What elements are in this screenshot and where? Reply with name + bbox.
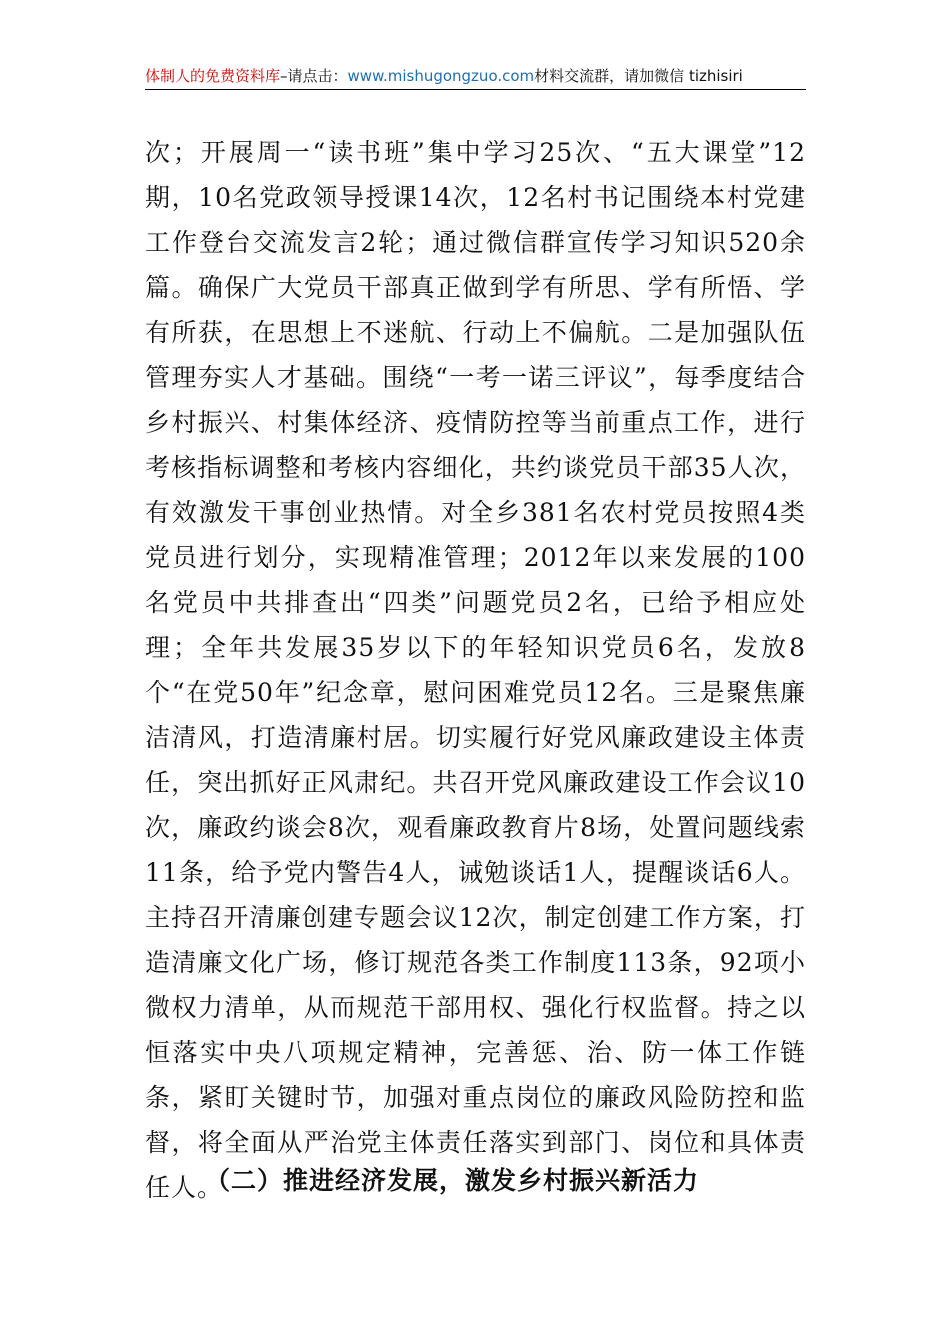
site-url-link[interactable]: www.mishugongzuo.com <box>347 67 535 85</box>
body-paragraph: 次；开展周一“读书班”集中学习25次、“五大课堂”12期，10名党政领导授课14次，12名村书记围绕本村党建工作登台交流发言2轮；通过微信群宣传学习知识520余篇。确保广大党员干部真正做到学有所思、学有所悟、学有所获，在思想上不迷航、行动上不偏航。二是加强队伍管理夯实人才基础。围绕“一考一诺三评议”，每季度结合乡村振兴、村集体经济、疫情防控等当前重点工作，进行考核指标调整和考核内容细化，共约谈党员干部35人次，有效激发干事创业热情。对全乡381名农村党员按照4类党员进行划分，实现精准管理；2012年以来发展的100名党员中共排查出“四类”问题党员2名，已给予相应处理；全年共发展35岁以下的年轻知识党员6名，发放8个“在党50年”纪念章，慰问困难党员12名。三是聚焦廉洁清风，打造清廉村居。切实履行好党风廉政建设主体责任，突出抓好正风肃纪。共召开党风廉政建设工作会议10次，廉政约谈会8次，观看廉政教育片8场，处置问题线索11条，给予党内警告4人，诫勉谈话1人，提醒谈话6人。主持召开清廉创建专题会议12次，制定创建工作方案，打造清廉文化广场，修订规范各类工作制度113条，92项小微权力清单，从而规范干部用权、强化行权监督。持之以恒落实中央八项规定精神，完善惩、治、防一体工作链条，紧盯关键时节，加强对重点岗位的廉政风险防控和监督，将全面从严治党主体责任落实到部门、岗位和具体责任人。 <box>145 138 806 1202</box>
section-heading: （二）推进经济发展，激发乡村振兴新活力 <box>205 1166 700 1195</box>
page-header <box>145 64 806 90</box>
click-prefix: –请点击： <box>280 67 348 85</box>
header-suffix: 材料交流群，请加微信 tizhisiri <box>534 67 743 85</box>
site-name: 体制人的免费资料库 <box>145 67 281 85</box>
